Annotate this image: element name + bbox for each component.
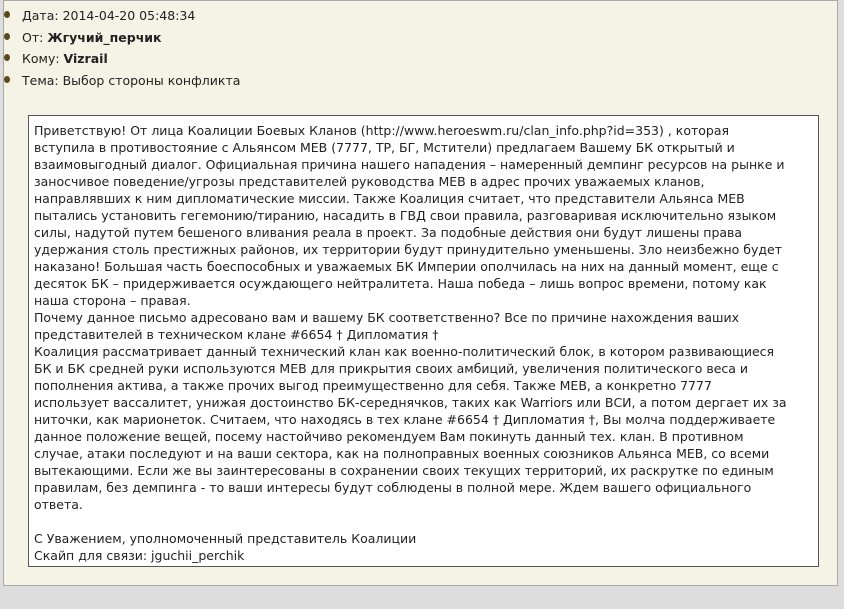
- header-subject-row: [4, 70, 837, 92]
- bullet-icon: [4, 76, 10, 83]
- message-paragraph: Почему данное письмо адресовано вам и вашему БК соответственно? Все по причине нахождения ваших представителей в техническом клане #6654 † Дипломатия †: [34, 310, 739, 342]
- message-body: [28, 115, 819, 567]
- bullet-icon: [4, 11, 10, 18]
- date-value: 2014-04-20 05:48:34: [62, 8, 196, 23]
- bullet-icon: [4, 33, 10, 40]
- header-to-row: [4, 48, 837, 70]
- header-date-row: [4, 5, 837, 27]
- message-paragraph: Приветствую! От лица Коалиции Боевых Кланов (http://www.heroeswm.ru/clan_info.php?id=353) , которая вступила в противостояние с Альянсом МЕВ (7777, ТР, БГ, Мстители) предлагаем Вашему БК открытый и взаимовыгодный диалог. Официальная причина нашего нападения – намеренный демпинг ресурсов на рынке и заносчивое поведение/угрозы представителей руководства МЕВ в адрес прочих уважаемых кланов, направлявших к ним дипломатические миссии. Также Коалиция считает, что представители Альянса МЕВ пытались установить гегемонию/тиранию, насадить в ГВД свои правила, разговаривая исключительно языком силы, надутой путем бешеного вливания реала в проект. За подобные действия они будут лишены права удержания столь престижных районов, их территории будут принудительно уменьшены. Зло неизбежно будет наказано! Большая часть боеспособных и уважаемых БК Империи ополчилась на них на данный момент, еще с десяток БК – придерживается осуждающего нейтралитета. Наша победа – лишь вопрос времени, потому как наша сторона – правая.: [34, 123, 785, 308]
- message-paragraph: [34, 513, 813, 530]
- subject-label: Тема:: [22, 72, 63, 88]
- header-from-row: [4, 27, 837, 49]
- to-value[interactable]: Vizrail: [63, 51, 108, 66]
- message-signature: С Уважением, уполномоченный представитель Коалиции Скайп для связи: jguchii_perchik: [34, 531, 417, 563]
- from-label: От:: [22, 29, 48, 45]
- subject-value: Выбор стороны конфликта: [62, 72, 241, 88]
- message-paragraph: Коалиция рассматривает данный технический клан как военно-политический блок, в котором развивающиеся БК и БК средней руки используются МЕВ для прикрытия своих амбиций, увеличения политического веса и пополнения актива, а также прочих выгод преимущественно для себя. Также МЕВ, а конкретно 7777 использует вассалитет, унижая достоинство БК-середнячков, таких как Warriors или ВСИ, а потом дергает их за ниточки, как марионеток. Считаем, что находясь в тех клане #6654 † Дипломатия †, Вы молча поддерживаете данное положение вещей, посему настойчиво рекомендуем Вам покинуть данный тех. клан. В противном случае, атаки последуют и на ваши сектора, как на полноправных военных союзников Альянса МЕВ, со всеми вытекающими. Если же вы заинтересованы в сохранении своих текущих территорий, их раскрутке по единым правилам, без демпинга - то ваши интересы будут соблюдены в полной мере. Ждем вашего официального ответа.: [34, 344, 787, 512]
- to-label: Кому:: [22, 51, 64, 66]
- message-panel: [3, 0, 838, 586]
- message-header: [4, 5, 837, 91]
- date-label: Дата:: [22, 8, 63, 23]
- bullet-icon: [4, 54, 10, 61]
- from-value[interactable]: Жгучий_перчик: [47, 29, 162, 45]
